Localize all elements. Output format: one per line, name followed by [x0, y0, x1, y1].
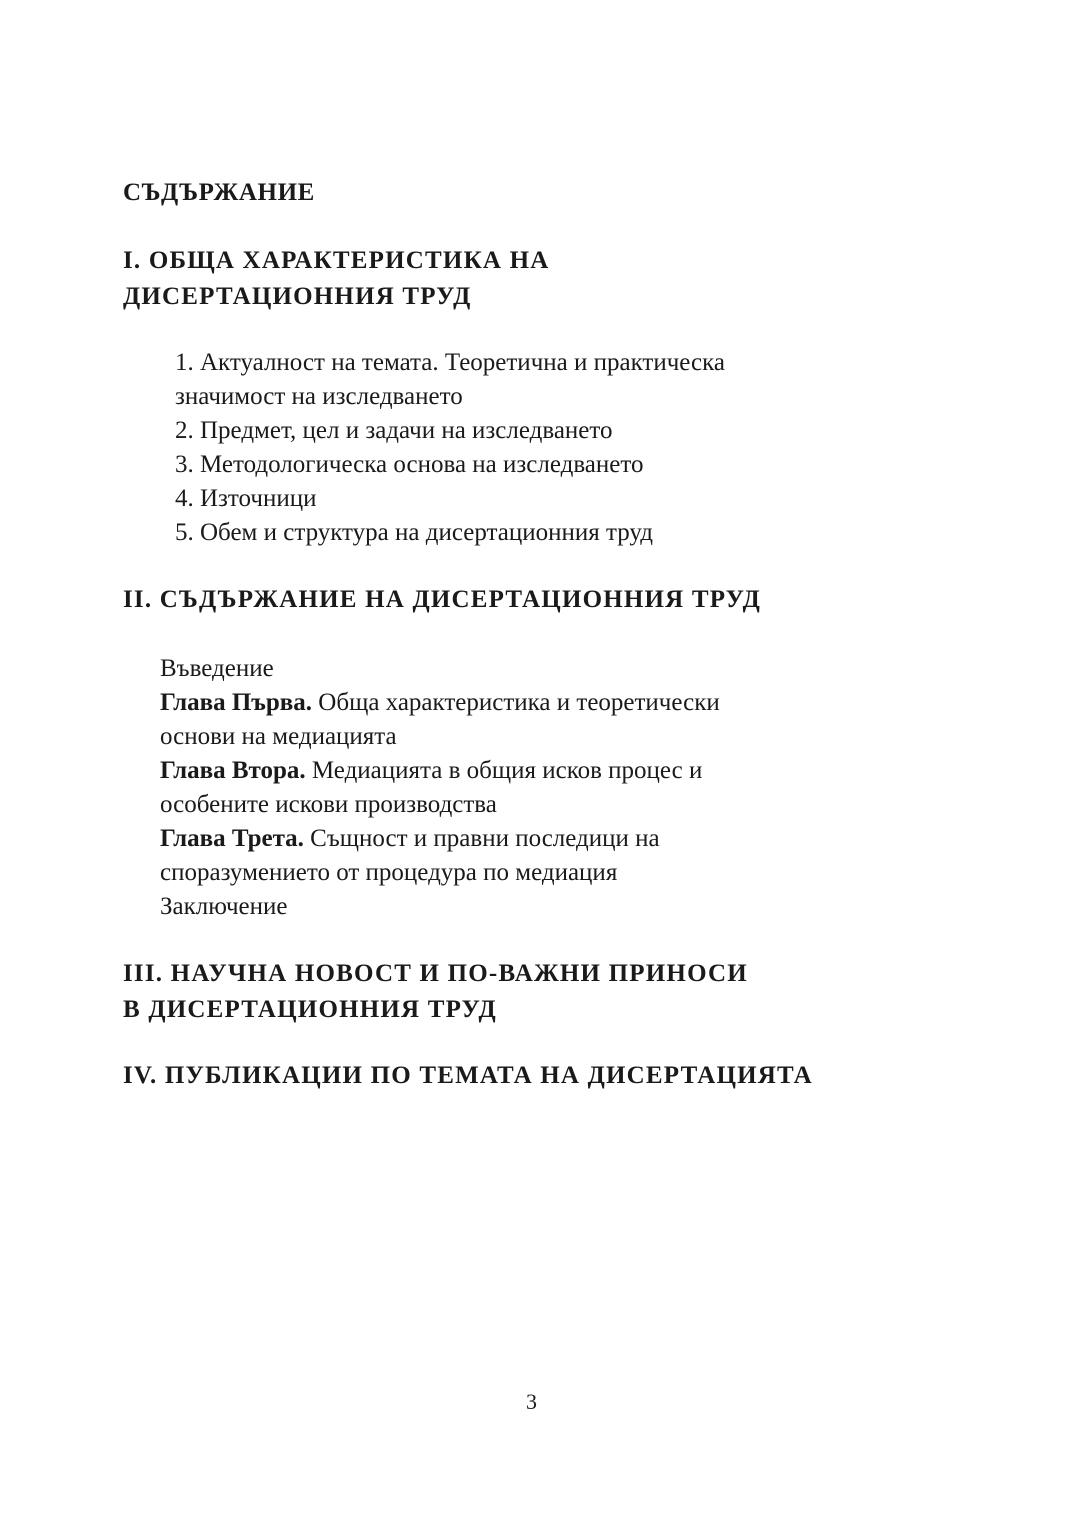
toc-item-introduction [160, 652, 720, 686]
toc-item-line-1: 5. Обем и структура на дисертационния труд [175, 519, 654, 546]
chapter-3-line-1 [160, 822, 720, 856]
section-heading-3 [123, 956, 748, 1028]
section-heading-1-line-1: I. ОБЩА ХАРАКТЕРИСТИКА НА [123, 247, 550, 274]
chapter-3-line-2: споразумението от процедура по медиация [160, 859, 618, 886]
toc-item-line-1: 3. Методологическа основа на изследването [175, 451, 644, 478]
toc-item-line-2: значимост на изследването [175, 383, 463, 410]
chapter-2-label: Глава Втора. [160, 757, 306, 784]
toc-title: СЪДЪРЖАНИЕ [123, 179, 315, 206]
chapter-2-title: Медиацията в общия исков процес и [305, 757, 703, 784]
toc-item [175, 482, 725, 516]
chapter-1-title: Обща характеристика и теоретически [312, 689, 720, 716]
section-2-item-list [160, 652, 720, 924]
toc-item-chapter-3 [160, 822, 720, 890]
toc-item [175, 414, 725, 448]
chapter-1-line-1 [160, 686, 720, 720]
chapter-3-title: Същност и правни последици на [303, 825, 660, 852]
chapter-2-line-1 [160, 754, 720, 788]
section-heading-4-line-1: IV. ПУБЛИКАЦИИ ПО ТЕМАТА НА ДИСЕРТАЦИЯТА [123, 1062, 813, 1089]
section-heading-4 [123, 1058, 813, 1094]
toc-item [175, 448, 725, 482]
introduction-label: Въведение [160, 655, 274, 682]
toc-item-chapter-2 [160, 754, 720, 822]
section-heading-1 [123, 243, 550, 315]
toc-item-line-1: 2. Предмет, цел и задачи на изследването [175, 417, 613, 444]
chapter-1-label: Глава Първа. [160, 689, 313, 716]
toc-item [175, 346, 725, 414]
section-heading-2-line-1: II. СЪДЪРЖАНИЕ НА ДИСЕРТАЦИОННИЯ ТРУД [123, 586, 762, 613]
toc-item [175, 516, 725, 550]
toc-item-chapter-1 [160, 686, 720, 754]
section-heading-3-line-1: III. НАУЧНА НОВОСТ И ПО-ВАЖНИ ПРИНОСИ [123, 960, 748, 987]
toc-item-line-1: 4. Източници [175, 485, 317, 512]
chapter-3-label: Глава Трета. [160, 825, 304, 852]
chapter-2-line-2: особените искови производства [160, 791, 497, 818]
toc-item-line-1: 1. Актуалност на темата. Теоретична и практическа [175, 349, 725, 376]
conclusion-label: Заключение [160, 893, 288, 920]
section-heading-2 [123, 582, 761, 618]
section-1-item-list [175, 346, 725, 550]
toc-item-conclusion [160, 890, 720, 924]
section-heading-3-line-2: В ДИСЕРТАЦИОННИЯ ТРУД [123, 996, 497, 1023]
section-heading-1-line-2: ДИСЕРТАЦИОННИЯ ТРУД [123, 283, 472, 310]
page-number: 3 [526, 1389, 537, 1414]
chapter-1-line-2: основи на медиацията [160, 723, 397, 750]
